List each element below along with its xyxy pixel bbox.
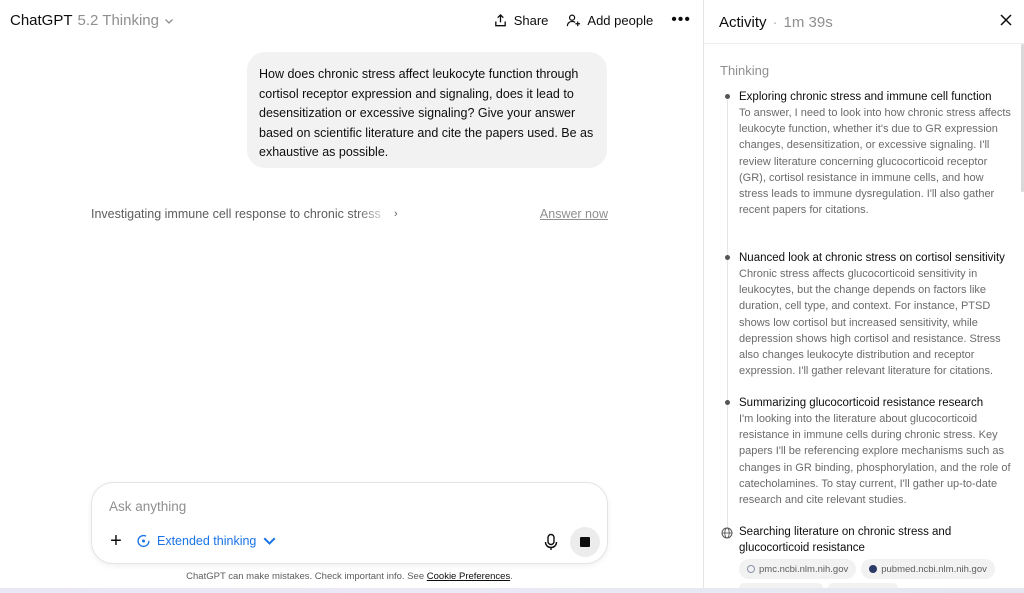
source-chips <box>739 559 995 579</box>
composer <box>91 482 608 564</box>
activity-panel <box>703 0 1024 588</box>
add-people-button[interactable] <box>566 13 653 28</box>
step-title: Nuanced look at chronic stress on cortisol sensitivity <box>739 252 1005 264</box>
pubmed-favicon-icon <box>869 565 877 573</box>
share-icon <box>493 13 508 28</box>
share-label: Share <box>513 12 549 28</box>
activity-title: Activity <box>719 14 767 31</box>
thinking-timer-icon <box>136 533 151 548</box>
microphone-icon[interactable] <box>543 533 559 551</box>
title-separator: · <box>772 14 778 31</box>
search-step <box>739 524 1011 556</box>
model-selector[interactable] <box>10 12 174 29</box>
user-message-bubble: How does chronic stress affect leukocyte function through cortisol receptor expression and signaling, does it lead to desensitization or excessive signaling? Give your answer based on scientific literature and cite the papers used. Be as exhaustive as possible. <box>247 52 607 168</box>
close-icon[interactable] <box>999 13 1013 27</box>
disclaimer-trailing: . <box>510 571 513 582</box>
top-actions <box>493 12 691 28</box>
step-body: Chronic stress affects glucocorticoid sensitivity in leukocytes, but the change depends on factors like duration, cell type, and context. For instance, PTSD shows low cortisol but increased sensitivity, while depression shows high cortisol and resistance. Stress also changes leukocyte distribution and receptor expression. I'll gather relevant literature for citations. <box>739 268 1001 378</box>
search-step-title: Searching literature on chronic stress and glucocorticoid resistance <box>739 526 952 554</box>
thinking-status-fade: ress <box>357 207 381 221</box>
activity-header <box>704 0 1024 44</box>
stop-icon <box>580 537 590 547</box>
thinking-status[interactable] <box>91 207 381 221</box>
disclaimer <box>0 571 699 582</box>
share-button[interactable] <box>493 13 549 28</box>
thinking-section-label: Thinking <box>720 63 770 78</box>
chevron-right-icon[interactable]: › <box>394 208 398 220</box>
step-title: Summarizing glucocorticoid resistance research <box>739 397 984 409</box>
thinking-step <box>739 250 1011 379</box>
add-people-label: Add people <box>587 12 654 28</box>
source-chip-label: pubmed.ncbi.nlm.nih.gov <box>881 563 987 575</box>
stop-generation-button[interactable] <box>570 527 600 557</box>
thinking-status-text: Investigating immune cell response to chronic st <box>91 207 358 221</box>
more-options-icon[interactable]: ••• <box>671 11 691 28</box>
source-chip[interactable] <box>739 559 856 579</box>
thinking-step <box>739 395 1011 508</box>
step-bullet <box>725 94 730 99</box>
step-bullet <box>725 400 730 405</box>
extended-thinking-toggle[interactable] <box>136 533 277 548</box>
timeline-line <box>727 100 728 530</box>
add-person-icon <box>566 13 581 28</box>
source-chip-label: pmc.ncbi.nlm.nih.gov <box>759 563 849 575</box>
thinking-status-row <box>91 207 608 225</box>
model-version: 5.2 Thinking <box>77 12 159 29</box>
thinking-step <box>739 89 1011 218</box>
chevron-down-icon <box>164 16 174 26</box>
globe-icon <box>721 527 733 539</box>
app-name: ChatGPT <box>10 12 73 29</box>
step-body: I'm looking into the literature about glucocorticoid resistance in immune cells during chronic stress. Key papers I'll be referencing explore mechanisms such as changes in GR binding, phosphorylation, and the role of catecholamines. To stay current, I'll gather up-to-date research and cite relevant studies. <box>739 413 1011 507</box>
activity-title-group <box>719 14 833 31</box>
pmc-favicon-icon <box>747 565 755 573</box>
cookie-preferences-link[interactable]: Cookie Preferences <box>426 571 511 582</box>
extended-thinking-label: Extended thinking <box>157 533 257 548</box>
step-bullet <box>725 255 730 260</box>
top-bar <box>0 0 703 44</box>
elapsed-time: 1m 39s <box>783 14 833 31</box>
chevron-down-icon <box>262 533 277 548</box>
message-input[interactable] <box>109 499 529 514</box>
step-body: To answer, I need to look into how chronic stress affects leukocyte function, whether it's due to GR expression changes, desensitization, or excessive signaling. I'll review literature concerning glucocorticoid receptor (GR), cortisol resistance in immune cells, and how stress leads to immune dysregulation. I'll also gather recent papers for citations. <box>739 107 1011 217</box>
bottom-strip <box>0 588 1024 593</box>
plus-icon[interactable]: + <box>110 530 122 552</box>
disclaimer-text: ChatGPT can make mistakes. Check important info. See <box>186 571 425 582</box>
source-chip[interactable] <box>861 559 995 579</box>
step-title: Exploring chronic stress and immune cell function <box>739 91 992 103</box>
answer-now-link[interactable]: Answer now <box>539 207 608 221</box>
